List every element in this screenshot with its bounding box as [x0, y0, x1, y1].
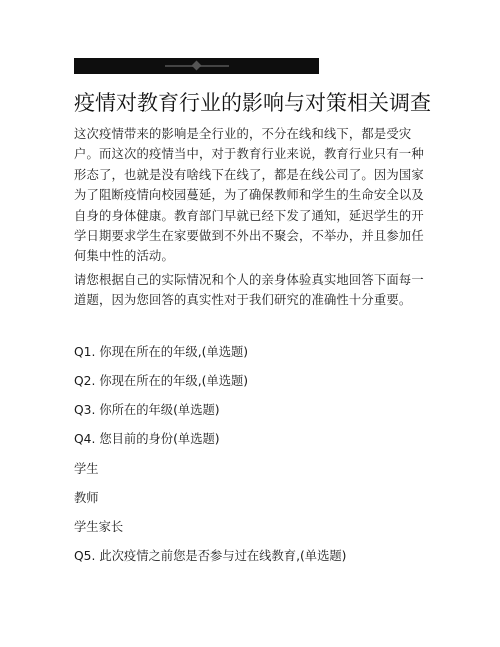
- question-5: Q5. 此次疫情之前您是否参与过在线教育,(单选题): [74, 549, 347, 563]
- question-3: Q3. 你所在的年级(单选题): [74, 403, 220, 417]
- question-1: Q1. 你现在所在的年级,(单选题): [74, 345, 249, 359]
- question-2: Q2. 你现在所在的年级,(单选题): [74, 374, 249, 388]
- question-4: Q4. 您目前的身份(单选题): [74, 432, 220, 446]
- header-banner: [74, 58, 319, 74]
- intro-paragraph: 这次疫情带来的影响是全行业的，不分在线和线下，都是受灾户。而这次的疫情当中，对于教育行业来说，教育行业只有一种形态了，也就是没有啥线下在线了，都是在线公司了。因为国家为了阻断疫情向校园蔓延，为了确保教师和学生的生命安全以及自身的身体健康。教育部门早就已经下发了通知，延迟学生的开学日期要求学生在家要做到不外出不聚会，不举办，并且参加任何集中性的活动。: [74, 127, 424, 264]
- q4-option-student: 学生: [74, 462, 99, 476]
- q4-option-teacher: 教师: [74, 491, 99, 505]
- document-title: 疫情对教育行业的影响与对策相关调查: [74, 91, 431, 115]
- instruction-paragraph: 请您根据自己的实际情况和个人的亲身体验真实地回答下面每一道题，因为您回答的真实性对于我们研究的准确性十分重要。: [74, 273, 424, 308]
- banner-ornament-icon: [165, 65, 229, 67]
- q4-option-parent: 学生家长: [74, 520, 124, 534]
